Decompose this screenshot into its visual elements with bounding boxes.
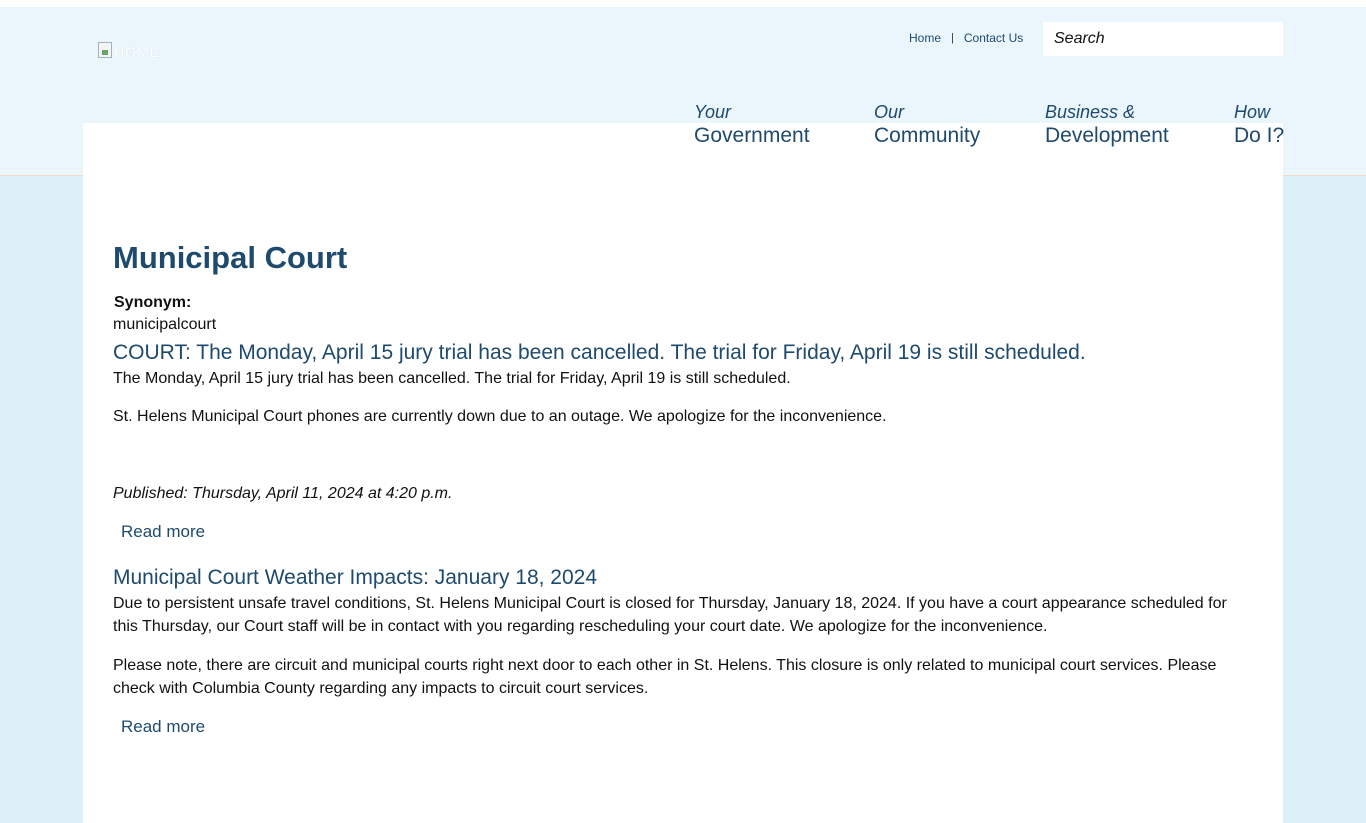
home-logo-link[interactable] (98, 42, 160, 60)
nav-label-big: Development (1045, 124, 1169, 147)
article-paragraph: Due to persistent unsafe travel conditions, St. Helens Municipal Court is closed for Thursday, January 18, 2024. If you have a court appearance scheduled for this Thursday, our Court staff will be in contact with you regarding rescheduling your court date. We apologize for the inconvenience. (113, 595, 1227, 635)
contact-us-link[interactable]: Contact Us (963, 31, 1024, 45)
utility-links (909, 31, 1023, 45)
nav-how-do-i[interactable] (1234, 101, 1284, 149)
page-title: Municipal Court (113, 240, 348, 275)
nav-label-big: Do I? (1234, 124, 1285, 147)
article-title-link[interactable]: Municipal Court Weather Impacts: January 18, 2024 (113, 566, 598, 589)
nav-business-development[interactable] (1045, 101, 1169, 149)
nav-label-big: Government (694, 124, 810, 147)
read-more-link[interactable]: Read more (121, 717, 206, 736)
article-title-link[interactable]: COURT: The Monday, April 15 jury trial has been cancelled. The trial for Friday, April 19 is still scheduled. (113, 341, 1086, 364)
main-content (113, 238, 1253, 738)
article-paragraph: The Monday, April 15 jury trial has been cancelled. The trial for Friday, April 19 is still scheduled. (113, 370, 791, 387)
nav-label-big: Community (874, 124, 981, 147)
synonym-label: Synonym: (114, 294, 192, 311)
nav-your-government[interactable] (694, 101, 810, 149)
logo-alt-text: HOME (114, 44, 160, 60)
published-date: Published: Thursday, April 11, 2024 at 4:20 p.m. (113, 485, 453, 502)
news-article (113, 340, 1253, 543)
nav-label-small: How (1234, 102, 1271, 122)
news-article (113, 565, 1253, 738)
main-nav (0, 101, 1366, 161)
nav-label-small: Our (874, 102, 905, 122)
broken-image-icon (98, 42, 112, 58)
synonym-value: municipalcourt (113, 316, 217, 333)
link-separator: | (951, 32, 954, 44)
article-paragraph: St. Helens Municipal Court phones are currently down due to an outage. We apologize for the inconvenience. (113, 408, 887, 425)
read-more-link[interactable]: Read more (121, 522, 206, 541)
nav-label-small: Your (694, 102, 732, 122)
nav-our-community[interactable] (874, 101, 980, 149)
nav-label-small: Business & (1045, 102, 1136, 122)
article-paragraph: Please note, there are circuit and municipal courts right next door to each other in St. Helens. This closure is only related to municipal court services. Please check with Columbia County regarding any impacts to circuit court services. (113, 657, 1217, 697)
home-link[interactable]: Home (909, 31, 942, 45)
top-strip (0, 0, 1366, 7)
search-input[interactable] (1043, 22, 1283, 56)
